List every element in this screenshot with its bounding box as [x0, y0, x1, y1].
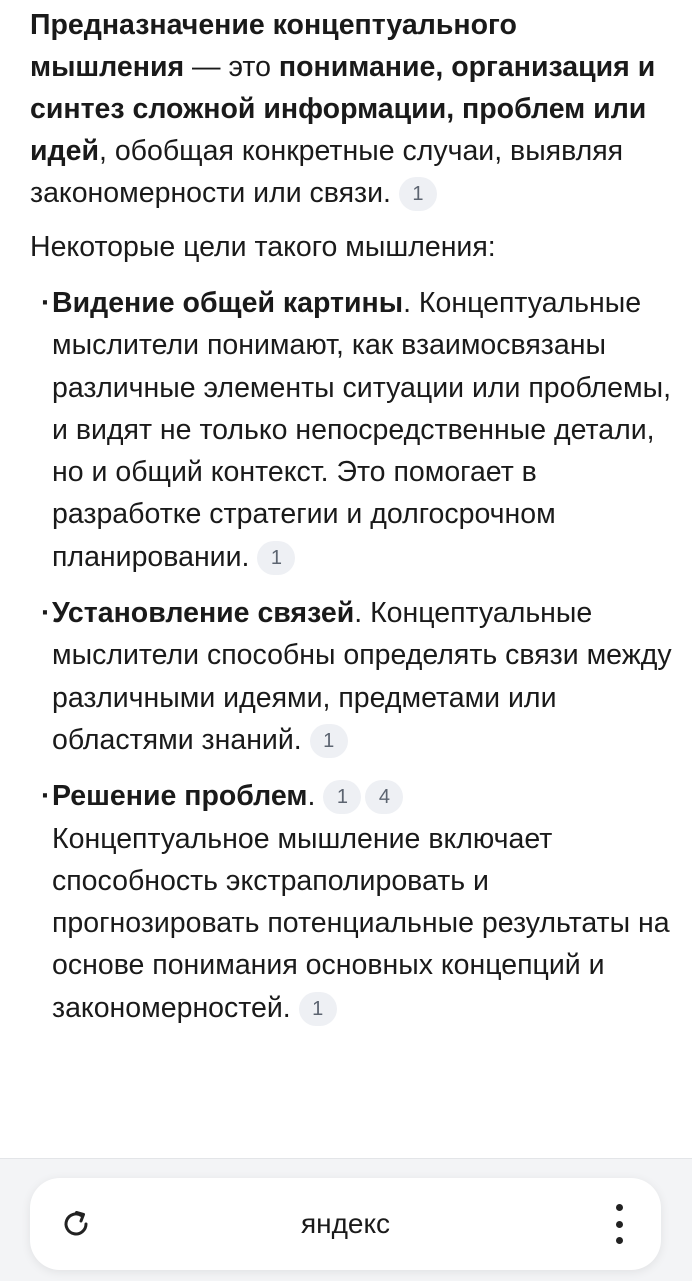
intro-bold-1: Предназначение концептуального мышления [30, 9, 517, 83]
intro-bold-2: понимание, организация и синтез сложной информации, проблем или идей [30, 51, 656, 167]
list-item [30, 775, 672, 1029]
bullet-text: . Концептуальные мыслители способны определять связи между различными идеями, предметами или областями знаний. [52, 597, 672, 756]
goals-intro: Некоторые цели такого мышления: [30, 231, 496, 263]
citation-badge[interactable]: 1 [310, 724, 348, 758]
address-bar-url[interactable]: яндекс [300, 1208, 391, 1239]
citation-badge[interactable]: 1 [323, 780, 361, 814]
bullet-title: Видение общей картины [52, 287, 404, 319]
bullet-title: Установление связей [52, 597, 355, 630]
citation-badge[interactable]: 4 [365, 780, 403, 814]
bullet-dot: · [41, 597, 51, 630]
citation-badge[interactable]: 1 [399, 177, 437, 211]
bullet-title: Решение проблем [52, 780, 308, 813]
address-bar[interactable] [30, 1178, 661, 1270]
intro-text-1: — это [184, 51, 279, 83]
more-vertical-icon[interactable] [611, 1204, 627, 1244]
bullet-text: Концептуальное мышление включает способность экстраполировать и прогнозировать потенциальные результаты на основе понимания основных концепций и закономерностей. [52, 822, 670, 1024]
article-content [30, 4, 672, 1043]
bullet-text-lead: . [307, 780, 316, 813]
bullet-dot: · [41, 780, 51, 813]
list-item [30, 592, 672, 761]
intro-text-2: , обобщая конкретные случаи, выявляя закономерности или связи. [30, 135, 624, 209]
list-item [30, 282, 672, 578]
intro-paragraph [30, 4, 672, 214]
bullet-dot: · [41, 287, 51, 319]
citation-badge[interactable]: 1 [299, 992, 337, 1026]
bullet-text: . Концептуальные мыслители понимают, как взаимосвязаны различные элементы ситуации или проблемы, и видят не только непосредственные детали, но и общий контекст. Это помогает в разработке стратегии и долгосрочном планировании. [52, 287, 671, 573]
citation-badge[interactable]: 1 [257, 541, 295, 575]
